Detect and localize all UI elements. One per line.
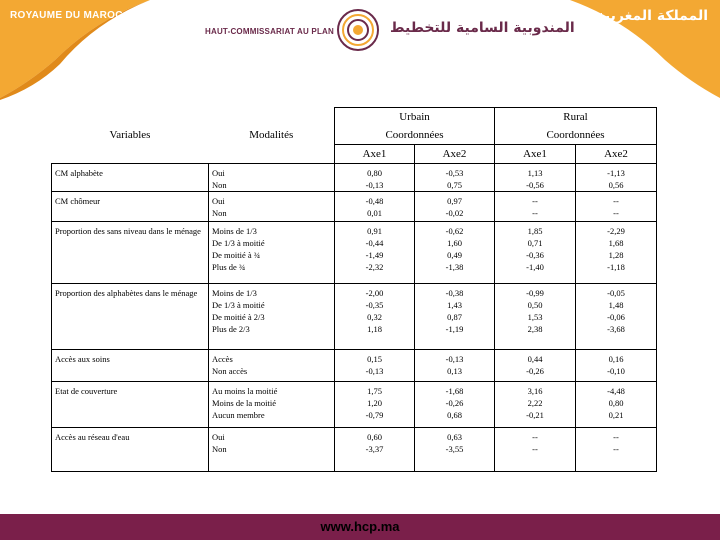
variable-cell: [52, 222, 209, 284]
coord-value: 1,13: [527, 168, 543, 178]
header-axe: Axe2: [576, 145, 657, 164]
header-coord-rural: Coordonnées: [495, 126, 657, 145]
coord-value: -0,62: [445, 226, 464, 236]
variable-label: Proportion des sans niveau dans le ménage: [55, 226, 201, 236]
coord-value: -1,19: [445, 324, 464, 334]
coord-value: -0,99: [526, 288, 544, 298]
coord-cell-r1: [495, 164, 576, 192]
modalite-label: Non: [212, 180, 227, 190]
header-axe: Axe2: [415, 145, 495, 164]
coord-value: 1,20: [367, 398, 382, 408]
coord-value: 0,01: [367, 208, 382, 218]
variable-label: Accès au réseau d'eau: [55, 432, 130, 442]
coord-value: --: [532, 196, 538, 206]
coord-value: 0,91: [367, 226, 382, 236]
coord-value: 0,13: [447, 366, 462, 376]
modalite-label: Au moins la moitié: [212, 386, 278, 396]
coord-value: 1,75: [367, 386, 382, 396]
coord-value: 0,16: [608, 354, 624, 364]
coord-value: -0,10: [607, 366, 625, 376]
variable-label: CM chômeur: [55, 196, 101, 206]
coord-cell-u1: [335, 382, 415, 428]
coord-value: --: [613, 444, 619, 454]
coord-value: 0,80: [367, 168, 382, 178]
coord-value: 1,68: [608, 238, 624, 248]
variable-cell: [52, 428, 209, 472]
coord-value: --: [532, 444, 538, 454]
coord-value: --: [613, 196, 619, 206]
variable-cell: [52, 284, 209, 350]
coord-value: -0,35: [365, 300, 384, 310]
modalites-cell: [209, 382, 335, 428]
coord-cell-r2: [576, 284, 657, 350]
coord-cell-r1: [495, 350, 576, 382]
coord-cell-r2: [576, 192, 657, 222]
modalites-cell: [209, 284, 335, 350]
modalite-label: Oui: [212, 432, 225, 442]
coord-value: 0,49: [447, 250, 462, 260]
header-rural: Rural: [495, 108, 657, 127]
coord-value: --: [532, 432, 538, 442]
header-urbain: Urbain: [335, 108, 495, 127]
table-row: [52, 222, 657, 284]
coord-cell-u2: [415, 222, 495, 284]
modalite-label: Moins de la moitié: [212, 398, 276, 408]
coord-cell-r1: [495, 428, 576, 472]
modalite-label: Accès: [212, 354, 233, 364]
coord-value: 1,48: [608, 300, 624, 310]
header-coord-urbain: Coordonnées: [335, 126, 495, 145]
footer-bar: [0, 514, 720, 540]
website-link[interactable]: www.hcp.ma: [320, 519, 400, 534]
coord-cell-u1: [335, 428, 415, 472]
table-row: [52, 284, 657, 350]
coord-value: 3,16: [527, 386, 543, 396]
coord-cell-u1: [335, 350, 415, 382]
coord-value: -0,53: [445, 168, 464, 178]
coord-value: --: [613, 208, 619, 218]
hcp-logo-icon: [336, 8, 380, 52]
coord-cell-r2: [576, 382, 657, 428]
modalites-cell: [209, 192, 335, 222]
variable-cell: [52, 164, 209, 192]
modalites-cell: [209, 428, 335, 472]
variable-label: Etat de couverture: [55, 386, 118, 396]
modalite-label: De moitié à ¾: [212, 250, 261, 260]
modalite-label: Non accès: [212, 366, 248, 376]
coord-value: 1,60: [447, 238, 462, 248]
coord-value: -1,49: [365, 250, 384, 260]
coord-value: -3,55: [445, 444, 464, 454]
table-row: [52, 192, 657, 222]
coord-value: 1,85: [527, 226, 543, 236]
coord-value: -0,26: [526, 366, 544, 376]
header-axe: Axe1: [495, 145, 576, 164]
coord-value: -0,02: [445, 208, 464, 218]
coord-value: 0,60: [367, 432, 382, 442]
coord-value: 0,56: [608, 180, 624, 190]
table-row: [52, 350, 657, 382]
coord-cell-u2: [415, 284, 495, 350]
coord-value: 0,21: [608, 410, 624, 420]
coord-value: --: [532, 208, 538, 218]
table-row: [52, 428, 657, 472]
variable-label: CM alphabète: [55, 168, 103, 178]
table-row: [52, 382, 657, 428]
coord-cell-r1: [495, 222, 576, 284]
table-body: [52, 164, 657, 472]
coord-value: -2,00: [365, 288, 384, 298]
coord-cell-u2: [415, 164, 495, 192]
org-name-ar: المندوبية السامية للتخطيط: [390, 20, 575, 36]
coord-value: 0,68: [447, 410, 462, 420]
coord-value: 0,80: [608, 398, 624, 408]
modalite-label: De moitié à 2/3: [212, 312, 265, 322]
coord-cell-u1: [335, 192, 415, 222]
data-table: [51, 107, 657, 472]
coord-value: -0,13: [365, 180, 384, 190]
coord-value: 0,15: [367, 354, 382, 364]
modalite-label: Non: [212, 444, 227, 454]
coord-value: 0,97: [447, 196, 462, 206]
coord-value: 0,63: [447, 432, 462, 442]
coord-cell-u1: [335, 222, 415, 284]
coord-value: -1,68: [445, 386, 464, 396]
coord-cell-u2: [415, 350, 495, 382]
header-variables: Variables: [109, 129, 151, 142]
coord-value: -1,18: [607, 262, 625, 272]
coord-value: -0,06: [607, 312, 625, 322]
coord-value: -0,56: [526, 180, 544, 190]
table-row: [52, 164, 657, 192]
coord-value: 1,53: [527, 312, 543, 322]
coord-value: -0,48: [365, 196, 384, 206]
coord-value: -3,37: [365, 444, 384, 454]
coord-value: -0,13: [445, 354, 464, 364]
org-name-fr: HAUT-COMMISSARIAT AU PLAN: [205, 27, 334, 36]
coord-value: 0,32: [367, 312, 382, 322]
coord-value: -3,68: [607, 324, 625, 334]
coord-value: -0,79: [365, 410, 384, 420]
coord-value: -1,13: [607, 168, 625, 178]
modalite-label: Oui: [212, 168, 225, 178]
coord-value: -0,26: [445, 398, 464, 408]
variable-cell: [52, 192, 209, 222]
coord-value: 0,71: [527, 238, 543, 248]
modalite-label: Non: [212, 208, 227, 218]
modalite-label: Moins de 1/3: [212, 288, 257, 298]
variable-label: Proportion des alphabètes dans le ménage: [55, 288, 198, 298]
coord-value: -4,48: [607, 386, 625, 396]
header-axe: Axe1: [335, 145, 415, 164]
variable-label: Accès aux soins: [55, 354, 110, 364]
coord-value: 1,43: [447, 300, 462, 310]
coord-value: 0,75: [447, 180, 462, 190]
coord-cell-u2: [415, 428, 495, 472]
coord-cell-u2: [415, 382, 495, 428]
brand-left: ROYAUME DU MAROC: [10, 10, 123, 21]
coord-value: --: [613, 432, 619, 442]
coord-value: 0,50: [527, 300, 543, 310]
modalites-cell: [209, 222, 335, 284]
coord-value: 1,28: [608, 250, 624, 260]
modalite-label: Aucun membre: [212, 410, 265, 420]
coord-value: 1,18: [367, 324, 382, 334]
coord-value: -0,21: [526, 410, 544, 420]
modalite-label: De 1/3 à moitié: [212, 300, 265, 310]
coord-cell-r1: [495, 192, 576, 222]
coord-value: -1,40: [526, 262, 544, 272]
modalites-cell: [209, 164, 335, 192]
coord-value: -0,05: [607, 288, 625, 298]
coord-cell-r2: [576, 350, 657, 382]
modalite-label: Plus de 2/3: [212, 324, 250, 334]
header-modalites: Modalités: [249, 129, 294, 142]
coord-value: 2,22: [527, 398, 543, 408]
coord-cell-r2: [576, 428, 657, 472]
variable-cell: [52, 350, 209, 382]
modalite-label: Moins de 1/3: [212, 226, 257, 236]
coord-value: 0,87: [447, 312, 462, 322]
coord-cell-r1: [495, 382, 576, 428]
coord-cell-r1: [495, 284, 576, 350]
coord-value: -0,13: [365, 366, 384, 376]
coord-cell-r2: [576, 222, 657, 284]
modalite-label: Plus de ¾: [212, 262, 246, 272]
coord-value: -2,29: [607, 226, 625, 236]
variable-cell: [52, 382, 209, 428]
modalites-cell: [209, 350, 335, 382]
coord-value: -0,44: [365, 238, 384, 248]
coord-value: -0,38: [445, 288, 464, 298]
coord-value: -1,38: [445, 262, 464, 272]
modalite-label: De 1/3 à moitié: [212, 238, 265, 248]
coord-cell-u1: [335, 284, 415, 350]
coord-cell-u1: [335, 164, 415, 192]
coord-value: -2,32: [365, 262, 384, 272]
coord-value: 2,38: [527, 324, 543, 334]
coord-cell-r2: [576, 164, 657, 192]
modalite-label: Oui: [212, 196, 225, 206]
brand-right: المملكة المغربية: [596, 8, 708, 24]
coord-value: 0,44: [527, 354, 543, 364]
coord-value: -0,36: [526, 250, 544, 260]
coord-cell-u2: [415, 192, 495, 222]
